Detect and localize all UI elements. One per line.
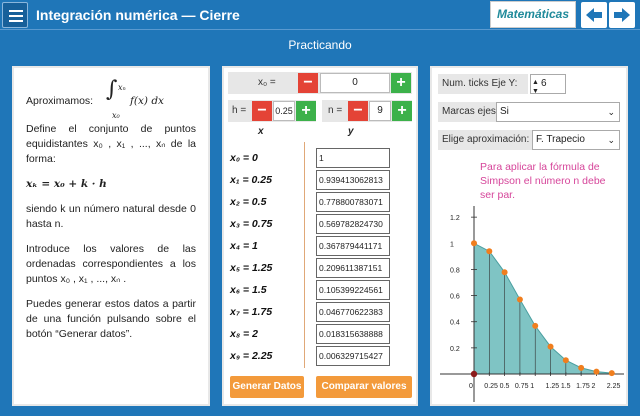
x-value-cell: x₆ = 1.5: [230, 284, 267, 296]
h-control: [228, 100, 316, 122]
x0-plus-button[interactable]: +: [391, 73, 411, 93]
next-arrow-icon[interactable]: [609, 2, 635, 28]
x-value-cell: x₇ = 1.75: [230, 306, 273, 318]
marks-select[interactable]: [496, 102, 620, 122]
x0-input[interactable]: 0: [320, 73, 390, 93]
origin-point: [471, 371, 477, 377]
y-tick-label: 1.2: [450, 215, 460, 223]
y-tick-label: 0.4: [450, 319, 460, 327]
data-point: [502, 269, 508, 275]
y-value-input[interactable]: 0.569782824730: [316, 214, 390, 234]
simpson-note: Para aplicar la fórmula de Simpson el número n debe ser par.: [480, 161, 606, 201]
chevron-down-icon: ⌄: [607, 107, 615, 117]
k-description-text: siendo k un número natural desde 0 hasta n.: [26, 203, 196, 230]
definition-text: Define el conjunto de puntos equidistantes x₀ , x₁ , ..., xₙ de la forma:: [26, 123, 196, 165]
previous-arrow-icon[interactable]: [581, 2, 607, 28]
integration-chart: [436, 198, 626, 406]
menu-icon[interactable]: [2, 2, 28, 28]
y-tick-label: 0.8: [450, 267, 460, 275]
x-tick-label: 0.5: [499, 383, 510, 390]
x-tick-label: 1.75: [576, 383, 590, 390]
h-input[interactable]: 0.25: [273, 101, 295, 121]
approximation-select[interactable]: [532, 130, 620, 150]
y-tick-label: 0.2: [450, 345, 460, 353]
subject-tab[interactable]: Matemáticas: [490, 1, 576, 28]
x-value-cell: x₈ = 2: [230, 328, 258, 340]
section-title: Practicando: [288, 38, 352, 52]
y-value-input[interactable]: 0.018315638888: [316, 324, 390, 344]
app-title: Integración numérica — Cierre: [36, 7, 240, 23]
data-point: [471, 240, 477, 246]
top-bar: [0, 0, 640, 30]
data-point: [578, 365, 584, 371]
h-plus-button[interactable]: +: [296, 101, 316, 121]
y-value-input[interactable]: 0.209611387151: [316, 258, 390, 278]
n-label: n =: [328, 105, 343, 116]
x-tick-label: 1: [530, 383, 535, 390]
n-minus-button[interactable]: −: [348, 101, 368, 121]
x-value-cell: x₂ = 0.5: [230, 196, 267, 208]
data-panel: [222, 66, 418, 406]
lower-limit: x₀: [112, 111, 120, 120]
x-tick-label: 1.25: [545, 383, 560, 390]
y-value-input[interactable]: 0.939413062813: [316, 170, 390, 190]
n-input[interactable]: 9: [369, 101, 391, 121]
graph-panel: [430, 66, 628, 406]
x0-control: [228, 72, 412, 94]
data-point: [517, 297, 523, 303]
data-point: [563, 357, 569, 363]
data-point: [593, 369, 599, 375]
generate-hint-text: Puedes generar estos datos a partir de una función pulsando sobre el botón “Generar datos”.: [26, 298, 196, 340]
y-value-input[interactable]: 0.046770622383: [316, 302, 390, 322]
generate-data-button[interactable]: Generar Datos: [230, 376, 304, 398]
approx-select-label: Elige aproximación:: [438, 130, 532, 150]
approx-label: Aproximamos:: [26, 95, 94, 107]
compare-values-button[interactable]: Comparar valores: [316, 376, 412, 398]
marks-label: Marcas ejes: [438, 102, 496, 122]
trapezoid-area: [474, 243, 612, 374]
x-value-cell: x₉ = 2.25: [230, 350, 273, 362]
instructions-text: Introduce los valores de las ordenadas correspondientes a los puntos x₀ , x₁ , ..., xₙ .: [26, 243, 196, 285]
x-tick-label: 0.25: [484, 383, 498, 390]
data-point: [532, 323, 538, 329]
spinner-down-icon[interactable]: ▼: [532, 88, 539, 95]
x0-minus-button[interactable]: −: [298, 73, 318, 93]
column-y-header: y: [348, 126, 354, 137]
n-control: [322, 100, 412, 122]
x-tick-label: 0.75: [514, 383, 529, 390]
chevron-down-icon: ⌄: [607, 135, 615, 145]
upper-limit: xₙ: [118, 83, 126, 92]
x-tick-label: 0: [469, 383, 473, 390]
integrand: f(x) dx: [130, 95, 164, 107]
x-value-cell: x₃ = 0.75: [230, 218, 273, 230]
x-value-cell: x₀ = 0: [230, 152, 258, 164]
h-label: h =: [232, 105, 247, 116]
y-value-input[interactable]: 0.367879441171: [316, 236, 390, 256]
x-value-cell: x₅ = 1.25: [230, 262, 273, 274]
explanation-panel: [12, 66, 210, 406]
x-value-cell: x₄ = 1: [230, 240, 258, 252]
h-minus-button[interactable]: −: [252, 101, 272, 121]
formula-text: xₖ = x₀ + k · h: [26, 178, 107, 190]
y-value-input[interactable]: 0.105399224561: [316, 280, 390, 300]
n-plus-button[interactable]: +: [392, 101, 412, 121]
integral-sign: ∫: [106, 77, 118, 102]
data-point: [609, 370, 615, 376]
ticks-label: Num. ticks Eje Y:: [438, 74, 528, 94]
x-tick-label: 1.5: [560, 383, 571, 390]
ticks-spinner[interactable]: [530, 74, 566, 94]
data-point: [486, 248, 492, 254]
column-x-header: x: [258, 126, 264, 137]
spinner-up-icon[interactable]: ▲: [532, 79, 539, 86]
y-value-input[interactable]: 0.778800783071: [316, 192, 390, 212]
x-tick-label: 2.25: [606, 383, 621, 390]
x-tick-label: 2: [591, 383, 596, 390]
y-tick-label: 1: [450, 241, 454, 249]
integral-expression: [26, 77, 196, 122]
y-value-input[interactable]: 1: [316, 148, 390, 168]
x-value-cell: x₁ = 0.25: [230, 174, 272, 186]
y-tick-label: 0.6: [450, 293, 460, 301]
ticks-value: 6: [541, 78, 547, 89]
column-divider: [304, 142, 305, 368]
data-point: [548, 344, 554, 350]
x0-label: x₀ =: [258, 77, 276, 88]
y-value-input[interactable]: 0.006329715427: [316, 346, 390, 366]
marks-value: Si: [500, 106, 509, 117]
approximation-value: F. Trapecio: [536, 134, 585, 145]
